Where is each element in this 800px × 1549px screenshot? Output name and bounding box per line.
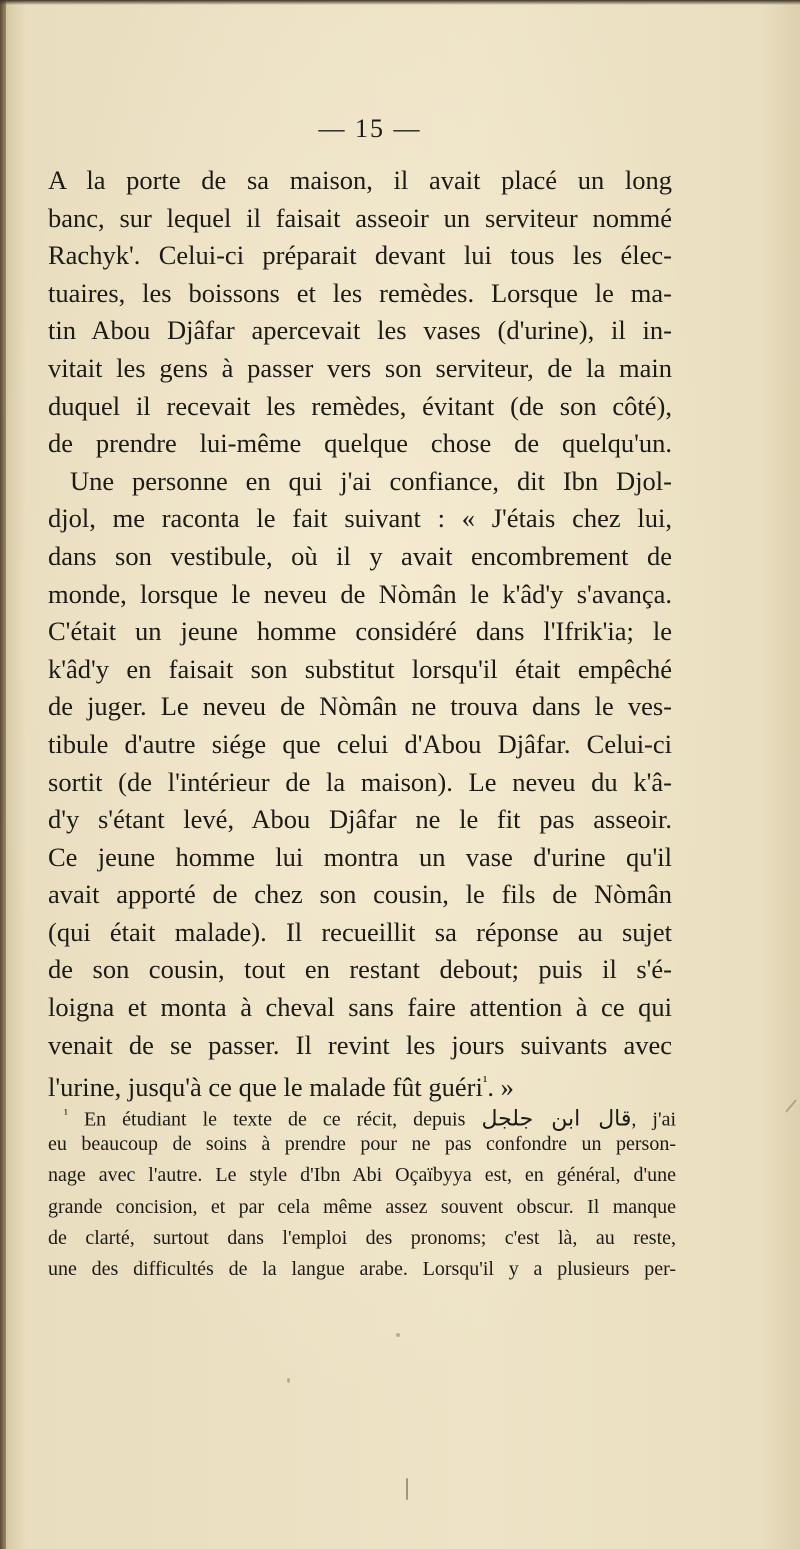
text-line-content: l'urine, jusqu'à ce que le malade fût guéri [48,1072,483,1103]
text-line-close: . » [487,1072,514,1103]
text-line: dans son vestibule, où il y avait encombrement de [48,540,672,571]
text-line: tuaires, les boissons et les remèdes. Lorsque le ma- [48,277,672,308]
text-line: sortit (de l'intérieur de la maison). Le neveu du k'â- [48,766,672,797]
binding-edge [0,0,6,1549]
text-line: monde, lorsque le neveu de Nòmân le k'âd'y s'avança. [48,578,672,609]
footnote-marker: ¹ [64,1106,68,1121]
text-line: Rachyk'. Celui-ci préparait devant lui tous les élec- [48,240,672,271]
text-line: venait de se passer. Il revint les jours suivants avec [48,1029,672,1060]
footnote-line: de clarté, surtout dans l'emploi des pronoms; c'est là, au reste, [48,1226,676,1249]
text-line: vitait les gens à passer vers son serviteur, de la main [48,352,672,383]
text-line: de son cousin, tout en restant debout; puis il s'é- [48,954,672,985]
footnote-line: eu beaucoup de soins à prendre pour ne pas confondre un person- [48,1133,676,1156]
text-line: A la porte de sa maison, il avait placé un long [48,165,672,195]
text-line-last [48,1064,672,1102]
text-line: Ce jeune homme lui montra un vase d'urine qu'il [48,841,672,872]
text-line: de juger. Le neveu de Nòmân ne trouva dans le ves- [48,691,672,722]
paper-speck [287,1378,290,1383]
text-line: C'était un jeune homme considéré dans l'Ifrik'ia; le [48,616,672,647]
arabic-quote: قال ابن جلجل [481,1106,632,1132]
text-line: de prendre lui-même quelque chose de quelqu'un. [48,428,672,459]
text-line: k'âd'y en faisait son substitut lorsqu'il était empêché [48,653,672,684]
text-line: djol, me raconta le fait suivant : « J'étais chez lui, [48,503,672,534]
text-line: banc, sur lequel il faisait asseoir un serviteur nommé [48,202,672,233]
footnote-line: grande concision, et par cela même assez souvent obscur. Il manque [48,1195,676,1218]
text-line: duquel il recevait les remèdes, évitant (de son côté), [48,390,672,421]
text-line: loigna et monta à cheval sans faire attention à ce qui [48,992,672,1023]
body-text [48,162,672,1102]
page-top-edge [0,0,800,5]
paper-speck [785,1099,797,1113]
text-line: avait apporté de chez son cousin, le fils de Nòmân [48,879,672,910]
text-line: tin Abou Djâfar apercevait les vases (d'urine), il in- [48,315,672,346]
paper-speck [406,1478,408,1500]
footnote-line [48,1098,677,1132]
footnote-line-text: En étudiant le texte de ce récit, depuis [83,1108,466,1131]
text-line: Une personne en qui j'ai confiance, dit Ibn Djol- [70,465,672,496]
footnote-line-tail: , j'ai [631,1108,677,1131]
text-line: tibule d'autre siége que celui d'Abou Djâfar. Celui-ci [48,728,672,759]
footnotes [48,1098,676,1285]
footnote-line: une des difficultés de la langue arabe. Lorsqu'il y a plusieurs per- [48,1257,676,1280]
paper-speck [396,1333,400,1337]
text-line: (qui était malade). Il recueillit sa réponse au sujet [48,916,672,947]
footnote-line: nage avec l'autre. Le style d'Ibn Abi Oçaïbyya est, en général, d'une [48,1164,676,1187]
text-line: d'y s'étant levé, Abou Djâfar ne le fit pas asseoir. [48,804,672,835]
page-number: — 15 — [318,114,422,143]
footnote-reference: ¹ [482,1074,488,1091]
